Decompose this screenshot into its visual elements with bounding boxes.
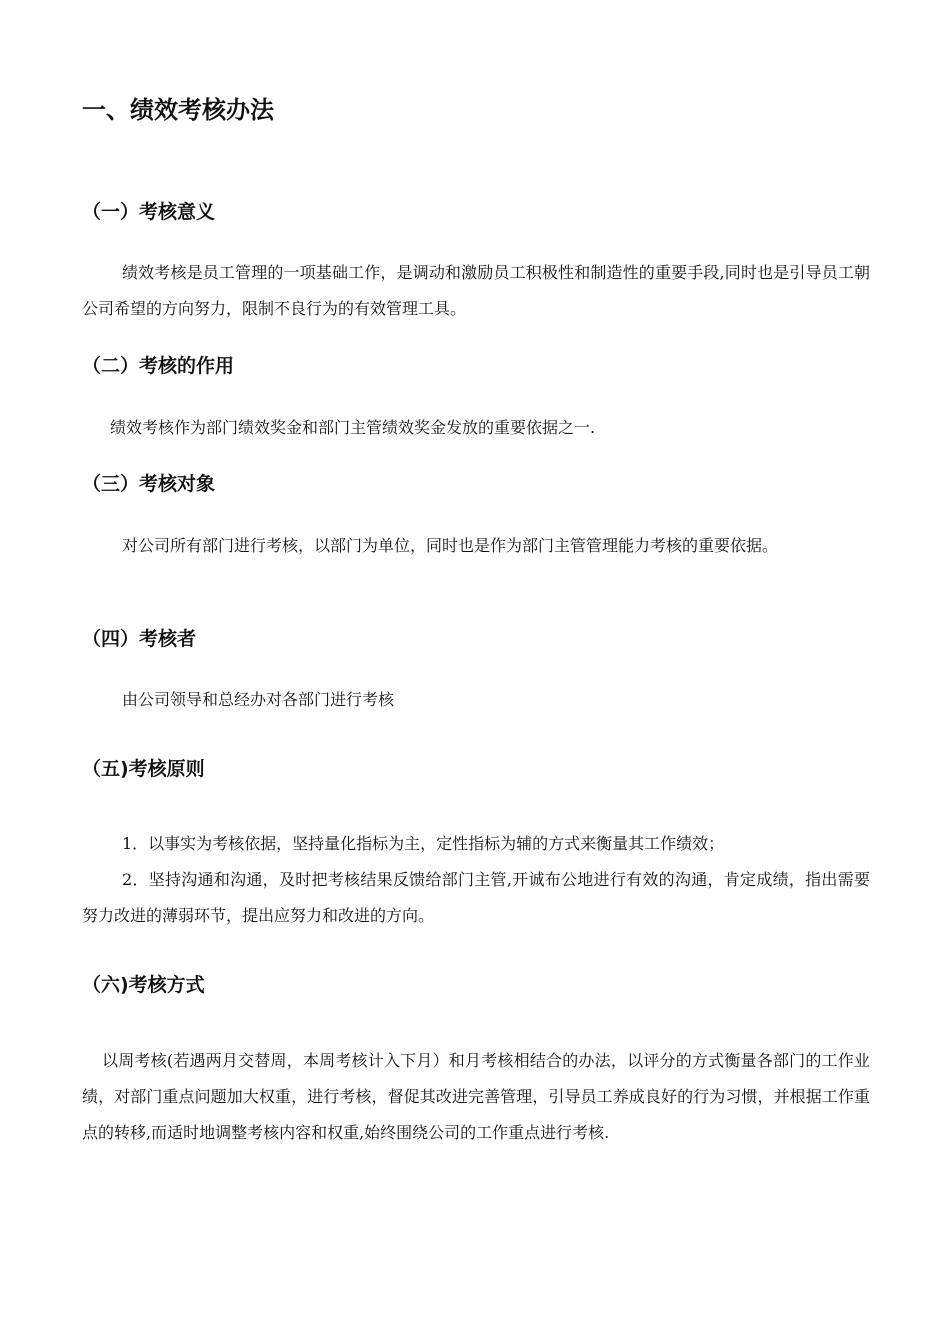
section-heading-method: （六)考核方式 — [82, 974, 205, 996]
section-paragraph-role: 绩效考核作为部门绩效奖金和部门主管绩效奖金发放的重要依据之一. — [110, 418, 596, 437]
principle-item-1: 1．以事实为考核依据，坚持量化指标为主，定性指标为辅的方式来衡量其工作绩效； — [122, 834, 725, 853]
section-heading-meaning: （一）考核意义 — [82, 201, 216, 223]
principle-item-2: 2．坚持沟通和沟通，及时把考核结果反馈给部门主管,开诚布公地进行有效的沟通，肯定成绩，指出需要努力改进的薄弱环节，提出应努力和改进的方向。 — [82, 870, 870, 925]
section-paragraph-method: 以周考核(若遇两月交替周，本周考核计入下月）和月考核相结合的办法，以评分的方式衡量各部门的工作业绩，对部门重点问题加大权重，进行考核，督促其改进完善管理，引导员工养成良好的行为习惯，并根据工作重点的转移,而适时地调整考核内容和权重,始终围绕公司的工作重点进行考核. — [82, 1051, 870, 1142]
section-heading-target: （三）考核对象 — [82, 473, 216, 495]
section-heading-principles: （五)考核原则 — [82, 758, 205, 780]
section-paragraph-meaning: 绩效考核是员工管理的一项基础工作，是调动和激励员工积极性和制造性的重要手段,同时也是引导员工朝公司希望的方向努力，限制不良行为的有效管理工具。 — [82, 263, 870, 318]
section-heading-assessor: （四）考核者 — [82, 628, 197, 650]
page-title: 一、绩效考核办法 — [82, 96, 274, 124]
section-paragraph-assessor: 由公司领导和总经办对各部门进行考核 — [122, 690, 395, 709]
section-paragraph-target: 对公司所有部门进行考核，以部门为单位，同时也是作为部门主管管理能力考核的重要依据。 — [122, 536, 779, 555]
section-heading-role: （二）考核的作用 — [82, 355, 235, 377]
